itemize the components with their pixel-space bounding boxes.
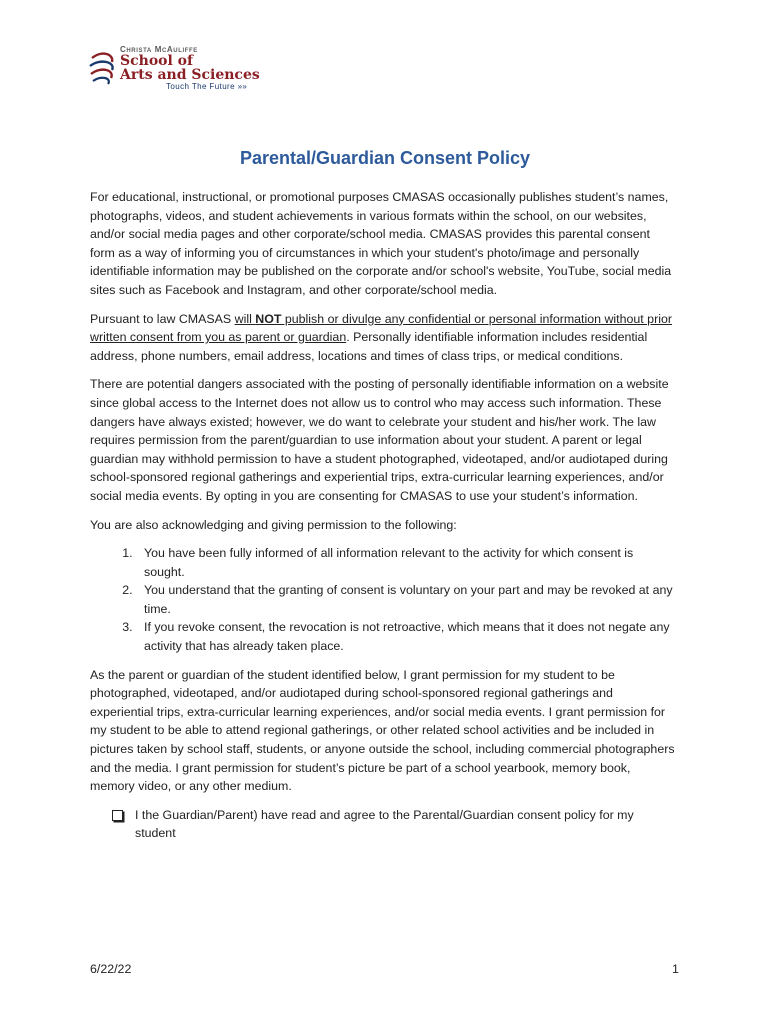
permission-list — [90, 544, 675, 656]
consent-checkbox-row[interactable] — [112, 806, 675, 843]
law-lead: Pursuant to law CMASAS — [90, 311, 235, 326]
logo-line-1: Christa McAuliffe — [120, 45, 198, 54]
page-title: Parental/Guardian Consent Policy — [239, 148, 531, 168]
logo-tagline: Touch The Future »» — [166, 82, 248, 91]
list-item: 3. If you revoke consent, the revocation is not retroactive, which means that it does not negate any activity that has already taken place. — [136, 618, 675, 655]
law-paragraph — [90, 310, 675, 366]
consent-checkbox-label: I the Guardian/Parent) have read and agree to the Parental/Guardian consent policy for my student — [135, 807, 634, 841]
school-logo — [88, 44, 288, 96]
intro-paragraph: For educational, instructional, or promotional purposes CMASAS occasionally publishes student’s names, photographs, videos, and student achievements in various formats within the school, on our websites, and/or social media pages and other corporate/school media. CMASAS provides this parental consent form as a way of informing you of circumstances in which your student's photo/image and personally identifiable information may be published on the corporate and/or school's website, YouTube, social media sites such as Facebook and Instagram, and other corporate/school media. — [90, 190, 672, 297]
footer-date: 6/22/22 — [90, 962, 132, 976]
document-body — [90, 188, 675, 843]
page-number: 1 — [672, 962, 679, 976]
consent-checkbox[interactable] — [112, 810, 123, 821]
logo-line-3: Arts and Sciences — [120, 67, 260, 83]
list-item: 2. You understand that the granting of consent is voluntary on your part and may be revoked at any time. — [136, 581, 675, 618]
acknowledge-paragraph: You are also acknowledging and giving permission to the following: — [90, 517, 457, 532]
list-item: 1. You have been fully informed of all information relevant to the activity for which consent is sought. — [136, 544, 675, 581]
grant-paragraph: As the parent or guardian of the student identified below, I grant permission for my student to be photographed, videotaped, and/or audiotaped during school-sponsored regional gatherings and experiential trips, extra-curricular learning experiences, and/or social media events. I grant permission for my student to be able to attend regional gatherings, or other related school activities and be included in pictures taken by school staff, students, or anyone outside the school, including commercial photographers and the media. I grant permission for student’s picture be part of a school yearbook, memory book, memory video, or any other medium. — [90, 667, 675, 794]
logo-line-2: School of — [120, 53, 194, 69]
law-underlined-1: will — [234, 311, 256, 326]
law-rest: . Personally identifiable information includes residential address, phone numbers, email address, locations and times of class trips, or medical conditions. — [90, 330, 648, 363]
dangers-paragraph: There are potential dangers associated with the posting of personally identifiable information on a website since global access to the Internet does not allow us to control who may access such information. These dangers have always existed; however, we do want to celebrate your student and his/her work. The law requires permission from the parent/guardian to use information about your student. A parent or legal guardian may withhold permission to have a student photographed, videotaped, and/or audiotaped during school-sponsored regional gatherings and experiential trips, extra-curricular learning experiences, and/or social media events. By opting in you are consenting for CMASAS to use your student’s information. — [90, 377, 669, 503]
law-underlined-2: publish or divulge any confidential or personal information without prior written consent from you as parent or guardian — [90, 311, 672, 345]
swirl-logo-icon — [88, 48, 118, 88]
law-not-emphasis: NOT — [255, 311, 282, 326]
